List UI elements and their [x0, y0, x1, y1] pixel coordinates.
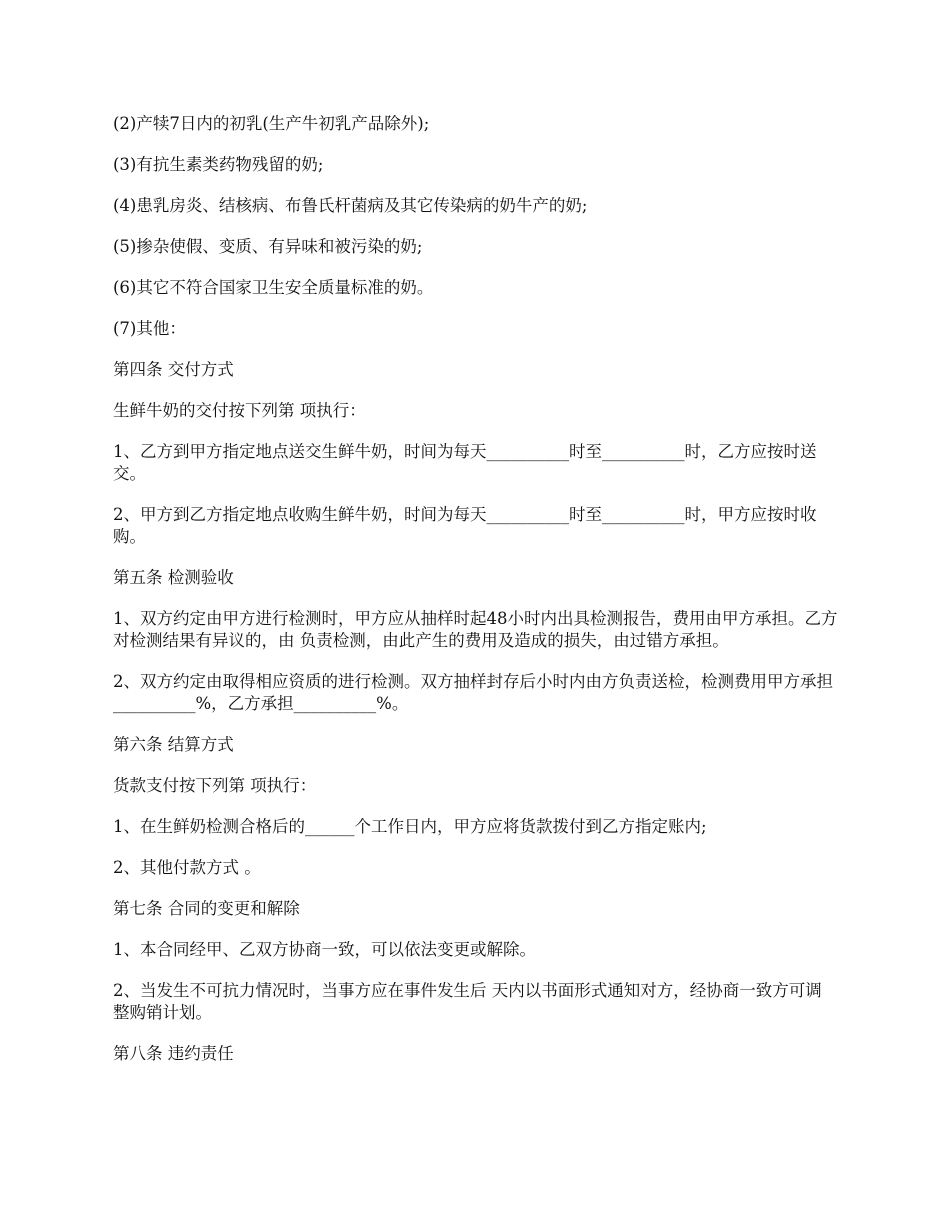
section-heading-article-6: 第六条 结算方式	[113, 735, 234, 754]
clause-item-6: (6)其它不符合国家卫生安全质量标准的奶。	[113, 278, 434, 297]
clause-item-5: (5)掺杂使假、变质、有异味和被污染的奶;	[113, 237, 423, 256]
clause-item-2: (2)产犊7日内的初乳(生产牛初乳产品除外);	[113, 114, 430, 133]
clause-item-4: (4)患乳房炎、结核病、布鲁氏杆菌病及其它传染病的奶牛产的奶;	[113, 196, 588, 215]
paragraph-delivery-option-1: 1、乙方到甲方指定地点送交生鲜牛奶，时间为每天__________时至__________时，乙方应按时送交。	[113, 442, 817, 483]
paragraph-payment-1: 1、在生鲜奶检测合格后的______个工作日内，甲方应将货款拨付到乙方指定账内;	[113, 817, 707, 836]
paragraph-delivery-intro: 生鲜牛奶的交付按下列第 项执行：	[113, 401, 366, 420]
paragraph-inspection-2: 2、双方约定由取得相应资质的进行检测。双方抽样封存后小时内由方负责送检，检测费用甲方承担__________%，乙方承担__________%。	[113, 672, 833, 713]
clause-item-3: (3)有抗生素类药物残留的奶;	[113, 155, 324, 174]
paragraph-delivery-option-2: 2、甲方到乙方指定地点收购生鲜牛奶，时间为每天__________时至__________时，甲方应按时收购。	[113, 505, 817, 546]
section-heading-article-5: 第五条 检测验收	[113, 568, 234, 587]
document-body	[113, 113, 838, 1084]
paragraph-payment-2: 2、其他付款方式 。	[113, 858, 261, 877]
paragraph-change-1: 1、本合同经甲、乙双方协商一致，可以依法变更或解除。	[113, 940, 536, 959]
paragraph-change-2: 2、当发生不可抗力情况时，当事方应在事件发生后 天内以书面形式通知对方，经协商一致方可调整购销计划。	[113, 981, 822, 1022]
section-heading-article-4: 第四条 交付方式	[113, 360, 234, 379]
paragraph-inspection-1: 1、双方约定由甲方进行检测时，甲方应从抽样时起48小时内出具检测报告，费用由甲方承担。乙方对检测结果有异议的，由 负责检测，由此产生的费用及造成的损失，由过错方承担。	[113, 609, 838, 650]
clause-item-7: (7)其他：	[113, 319, 186, 338]
section-heading-article-7: 第七条 合同的变更和解除	[113, 899, 300, 918]
section-heading-article-8: 第八条 违约责任	[113, 1044, 234, 1063]
paragraph-payment-intro: 货款支付按下列第 项执行：	[113, 776, 317, 795]
